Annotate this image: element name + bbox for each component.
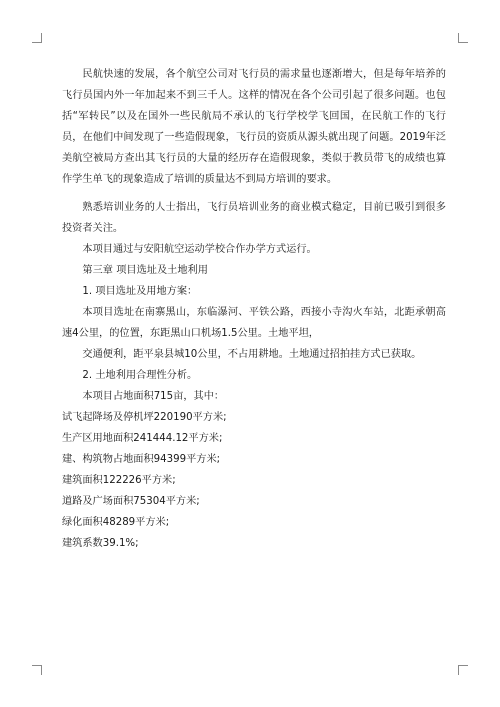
list-item: 道路及广场面积75304平方米; xyxy=(62,496,200,507)
crop-mark-bottom-left xyxy=(32,665,42,675)
paragraph-site-transport: 交通便利，距平泉县城10公里，不占用耕地。土地通过招拍挂方式已获取。 xyxy=(82,349,422,360)
list-item: 生产区用地面积241444.12平方米; xyxy=(62,433,223,444)
paragraph-training-business: 熟悉培训业务的人士指出，飞行员培训业务的商业模式稳定，目前已吸引到很多投资者关注。 xyxy=(62,202,446,234)
list-item: 建、构筑物占地面积94399平方米; xyxy=(62,454,221,465)
crop-mark-top-left xyxy=(32,33,42,43)
paragraph-pilot-demand: 民航快速的发展，各个航空公司对飞行员的需求量也逐渐增大，但是每年培养的飞行员国内外一年加起来不到三千人。这样的情况在各个公司引起了很多问题。也包括“军转民”以及在国外一些民航局不承认的飞行学校学飞回国，在民航工作的飞行员，在他们中间发现了一些造假现象，飞行员的资质从源头就出现了问题。2019年泛美航空被局方查出其飞行员的大量的经历存在造假现象，类似于教员带飞的成绩也算作学生单飞的现象造成了培训的质量达不到局方培训的要求。 xyxy=(62,69,446,185)
list-item: 试飞起降场及停机坪220190平方米; xyxy=(62,412,227,423)
section-heading-land-use: 2. 土地利用合理性分析。 xyxy=(82,370,198,381)
paragraph-cooperation: 本项目通过与安阳航空运动学校合作办学方式运行。 xyxy=(82,244,317,255)
list-item: 建筑系数39.1%; xyxy=(62,538,139,549)
paragraph-site-location: 本项目选址在南寨黑山，东临瀑河、平铁公路，西接小寺沟火车站，北距承朝高速4公里，的位置，东距黑山口机场1.5公里。土地平坦， xyxy=(62,307,446,339)
crop-mark-top-right xyxy=(458,33,468,43)
section-heading-site: 1. 项目选址及用地方案： xyxy=(82,286,198,297)
paragraph-land-area: 本项目占地面积715亩，其中： xyxy=(82,391,225,402)
list-item: 建筑面积122226平方米; xyxy=(62,475,176,486)
crop-mark-bottom-right xyxy=(458,665,468,675)
document-body xyxy=(62,64,446,554)
list-item: 绿化面积48289平方米; xyxy=(62,517,170,528)
chapter-heading: 第三章 项目选址及土地利用 xyxy=(82,265,208,276)
